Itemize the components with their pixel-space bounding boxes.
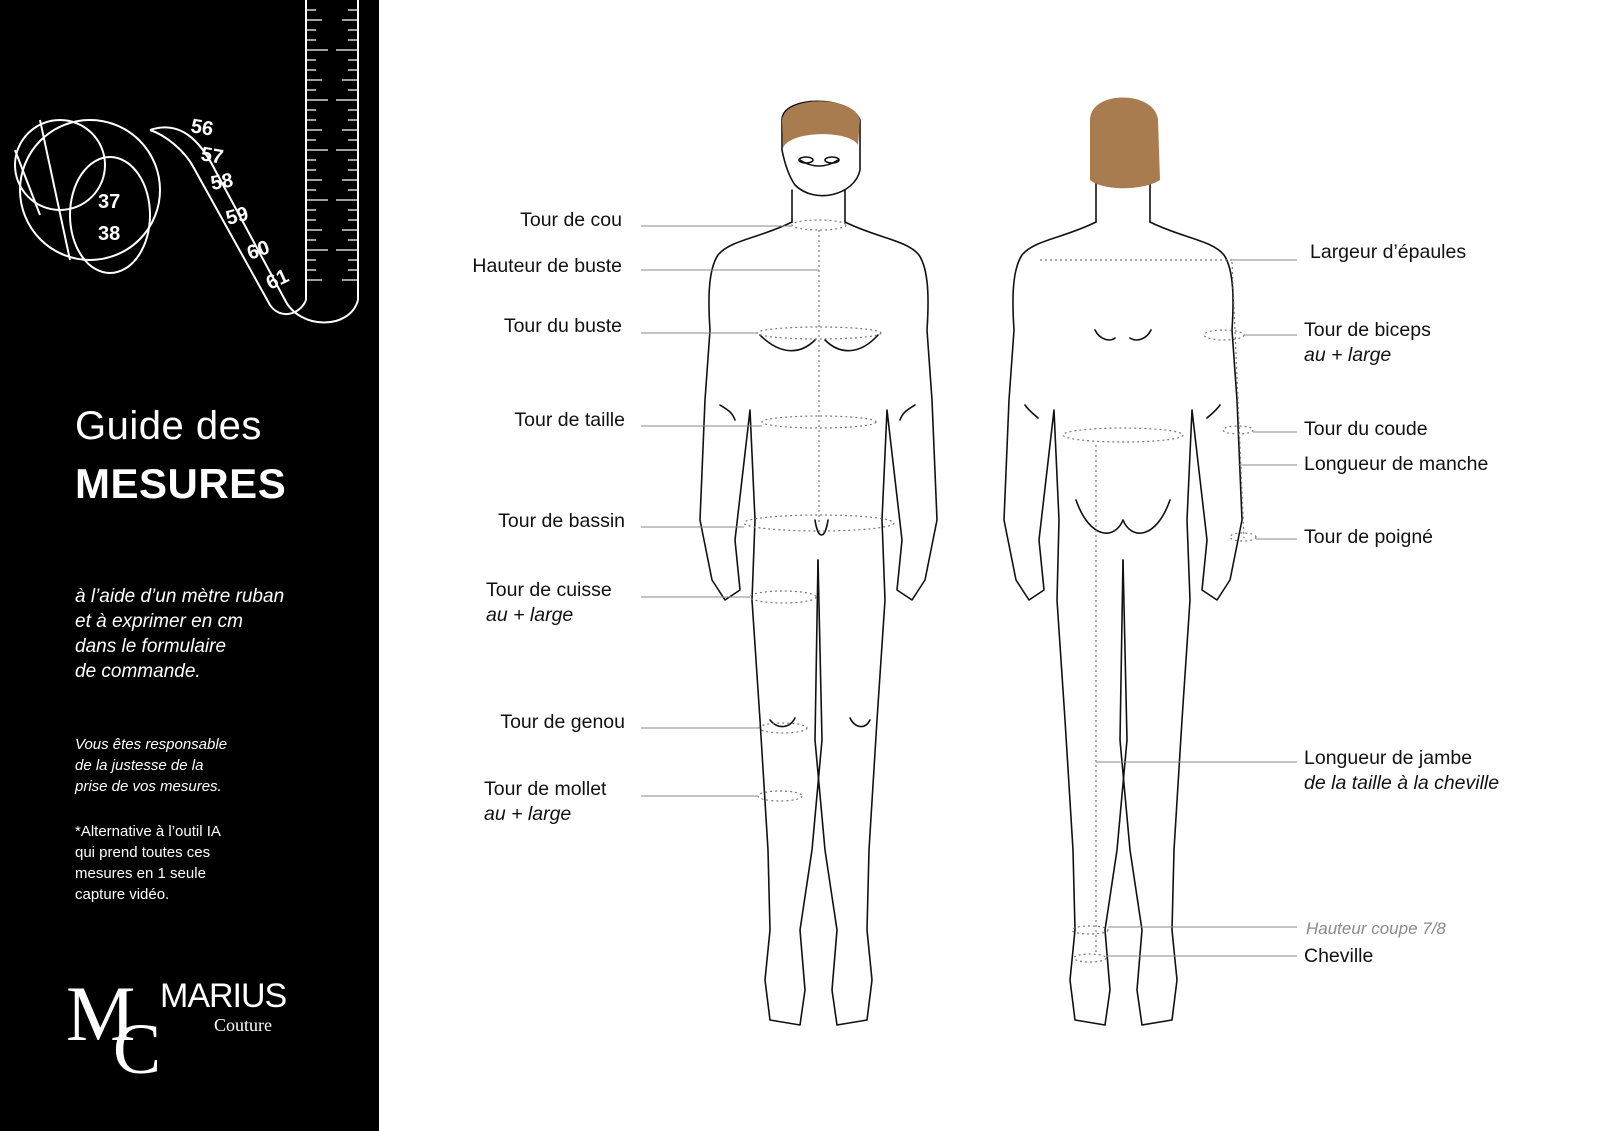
front-figure [700, 101, 937, 1025]
tape-number: 58 [209, 169, 235, 195]
intro-line: dans le formulaire [75, 636, 227, 657]
label-leg-length-name: Longueur de jambe [1304, 747, 1473, 769]
responsibility-note [75, 734, 227, 797]
responsibility-line: prise de vos mesures. [75, 778, 222, 795]
label-calf-name: Tour de mollet [484, 778, 607, 800]
tape-number: 37 [98, 191, 121, 213]
logo-brand-name: MARIUS [160, 977, 287, 1015]
label-elbow: Tour du coude [1304, 418, 1428, 440]
tape-number: 57 [199, 143, 225, 169]
alternative-line: *Alternative à l’outil IA [75, 823, 221, 840]
intro-text [75, 584, 284, 684]
tape-number: 38 [98, 223, 121, 245]
sidebar [0, 0, 379, 1131]
alternative-note [75, 821, 221, 905]
tape-number: 56 [189, 115, 215, 141]
label-thigh-name: Tour de cuisse [486, 579, 612, 601]
tape-number: 59 [223, 202, 251, 230]
label-leg-length-note: de la taille à la cheville [1304, 772, 1500, 794]
page-title-line1: Guide des [75, 404, 262, 448]
label-calf-note: au + large [484, 803, 572, 825]
label-leg-length [1304, 746, 1499, 796]
responsibility-line: de la justesse de la [75, 757, 204, 774]
label-knee: Tour de genou [500, 711, 625, 733]
label-crop-height: Hauteur coupe 7/8 [1306, 919, 1446, 938]
label-hips: Tour de bassin [498, 510, 625, 532]
responsibility-line: Vous êtes responsable [75, 736, 228, 753]
label-chest: Tour du buste [503, 315, 622, 337]
label-thigh-note: au + large [486, 604, 574, 626]
tape-number: 61 [262, 265, 293, 295]
label-neck: Tour de cou [520, 209, 622, 231]
page-title-line2: MESURES [75, 460, 287, 507]
intro-line: à l’aide d’un mètre ruban [75, 586, 285, 607]
intro-line: de commande. [75, 661, 201, 682]
logo-tagline: Couture [214, 1015, 272, 1035]
label-shoulders: Largeur d’épaules [1310, 241, 1467, 263]
alternative-line: qui prend toutes ces [75, 844, 211, 861]
intro-line: et à exprimer en cm [75, 611, 243, 632]
label-sleeve: Longueur de manche [1304, 453, 1489, 475]
body-figures [379, 0, 1600, 1131]
label-waist: Tour de taille [514, 409, 625, 431]
logo-monogram-c: C [113, 1009, 162, 1089]
measuring-tape-illustration [0, 0, 379, 330]
label-torso-height: Hauteur de buste [472, 255, 622, 277]
label-calf [484, 777, 606, 827]
label-wrist: Tour de poigné [1304, 526, 1434, 548]
label-biceps [1304, 318, 1431, 368]
back-figure [1004, 180, 1242, 1025]
brand-logo [66, 970, 306, 1089]
logo-monogram-m: M [66, 970, 136, 1057]
label-thigh [486, 578, 612, 628]
alternative-line: capture vidéo. [75, 886, 170, 903]
label-biceps-name: Tour de biceps [1304, 319, 1431, 341]
label-ankle: Cheville [1304, 945, 1374, 967]
tape-number: 60 [244, 236, 273, 265]
alternative-line: mesures en 1 seule [75, 865, 206, 882]
label-biceps-note: au + large [1304, 344, 1392, 366]
